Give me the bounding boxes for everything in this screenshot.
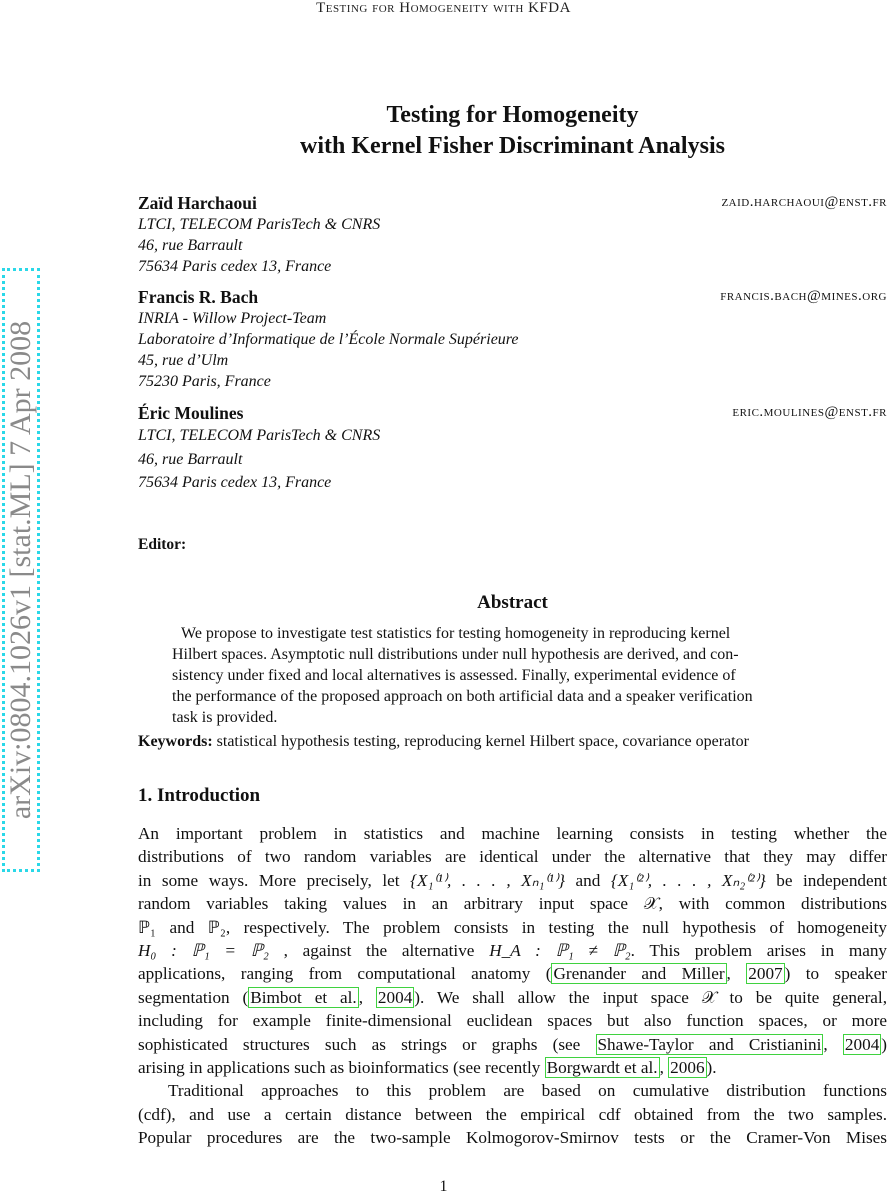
citation-year-link[interactable]: 2006 <box>670 1057 705 1077</box>
title-line-2: with Kernel Fisher Discriminant Analysis <box>300 133 725 159</box>
abstract-heading: Abstract <box>477 592 548 613</box>
author-block-1 <box>138 192 887 277</box>
section-heading: 1. Introduction <box>138 785 261 806</box>
citation-year-link[interactable]: 2007 <box>748 964 783 984</box>
author-block-2 <box>138 286 887 392</box>
intro-line: H₀ : ℙ₁ = ℙ₂ , against the alternative H_A : ℙ₁ ≠ ℙ₂. This problem arises in many <box>138 940 887 960</box>
author-name: Francis R. Bach <box>138 287 259 307</box>
abstract-line: Hilbert spaces. Asymptotic null distributions under null hypothesis are derived, and con- <box>172 646 739 663</box>
abstract-line: the performance of the proposed approach on both artificial data and a speaker verification <box>172 688 753 705</box>
abstract-body <box>172 623 854 728</box>
author-affiliation-line: Laboratoire d’Informatique de l’École Normale Supérieure <box>138 331 519 348</box>
math-sample-2: {X₁⁽²⁾, . . . , Xₙ₂⁽²⁾} <box>610 870 766 890</box>
keywords-label: Keywords: <box>138 733 213 750</box>
intro-line: segmentation ( Bimbot et al. , 2004 ). We shall allow the input space 𝒳 to be quite general, <box>138 987 887 1007</box>
citation-link[interactable]: Grenander and Miller <box>553 964 725 984</box>
page-number: 1 <box>439 1178 448 1195</box>
math-null-hypothesis: H₀ : ℙ₁ = ℙ₂ <box>138 940 269 960</box>
intro-line: applications, ranging from computational anatomy ( Grenander and Miller , 2007 ) to speaker <box>138 964 887 984</box>
author-affiliation-line: INRIA - Willow Project-Team <box>138 310 327 327</box>
intro-line: arising in applications such as bioinformatics (see recently Borgwardt et al. , 2006 ). <box>138 1057 717 1077</box>
introduction-body <box>138 822 887 1149</box>
author-affiliation-line: 75230 Paris, France <box>138 373 271 390</box>
title-line-1: Testing for Homogeneity <box>386 102 639 128</box>
intro-line: sophisticated structures such as strings or graphs (see Shawe-Taylor and Cristianini , 2004 ) <box>138 1034 887 1054</box>
intro-line: Traditional approaches to this problem are based on cumulative distribution functions <box>168 1081 887 1101</box>
citation-link[interactable]: Borgwardt et al. <box>546 1057 658 1077</box>
author-affiliation-line: 75634 Paris cedex 13, France <box>138 258 332 275</box>
abstract-line: task is provided. <box>172 709 278 726</box>
citation-year-link[interactable]: 2004 <box>844 1034 880 1054</box>
arxiv-identifier[interactable]: arXiv:0804.1026v1 [stat.ML] 7 Apr 2008 <box>4 320 37 820</box>
intro-line: An important problem in statistics and machine learning consists in testing whether the <box>138 824 887 843</box>
author-affiliation-line: 46, rue Barrault <box>138 237 243 254</box>
author-affiliation-line: 75634 Paris cedex 13, France <box>138 474 332 491</box>
author-affiliation-line: LTCI, TELECOM ParisTech & CNRS <box>138 216 381 233</box>
intro-line: ℙ₁ and ℙ₂, respectively. The problem consists in testing the null hypothesis of homogeneity <box>138 917 887 937</box>
intro-line: (cdf), and use a certain distance between the empirical cdf obtained from the two samples. <box>138 1104 887 1124</box>
citation-year-link[interactable]: 2004 <box>377 987 413 1007</box>
math-alternative-hypothesis: H_A : ℙ₁ ≠ ℙ₂ <box>489 940 631 960</box>
author-affiliation-line: 46, rue Barrault <box>138 450 243 468</box>
paper-title <box>138 100 887 162</box>
intro-line: random variables taking values in an arbitrary input space 𝒳, with common distributions <box>138 894 887 914</box>
running-head: Testing for Homogeneity with KFDA <box>316 0 571 16</box>
abstract-line: We propose to investigate test statistics for testing homogeneity in reproducing kernel <box>181 625 731 642</box>
author-name: Éric Moulines <box>138 403 244 423</box>
abstract-line: sistency under fixed and local alternatives is assessed. Finally, experimental evidence of <box>172 667 736 684</box>
citation-link[interactable]: Shawe-Taylor and Cristianini <box>597 1034 822 1054</box>
keywords <box>138 733 749 751</box>
intro-line: Popular procedures are the two-sample Kolmogorov-Smirnov tests or the Cramer-Von Mises <box>138 1128 887 1148</box>
author-email[interactable]: zaid.harchaoui@enst.fr <box>721 194 887 210</box>
author-email[interactable]: eric.moulines@enst.fr <box>732 404 887 420</box>
intro-line: in some ways. More precisely, let {X₁⁽¹⁾, . . . , Xₙ₁⁽¹⁾} and {X₁⁽²⁾, . . . , Xₙ₂⁽²⁾} be independent <box>138 870 887 890</box>
intro-line: including for example finite-dimensional euclidean spaces but also function spaces, or more <box>138 1011 887 1031</box>
math-sample-1: {X₁⁽¹⁾, . . . , Xₙ₁⁽¹⁾} <box>410 870 565 890</box>
author-affiliation-line: LTCI, TELECOM ParisTech & CNRS <box>138 427 381 444</box>
keywords-text: statistical hypothesis testing, reproducing kernel Hilbert space, covariance operator <box>216 733 749 750</box>
author-email[interactable]: francis.bach@mines.org <box>720 288 887 304</box>
arxiv-stamp[interactable] <box>2 268 40 872</box>
author-name: Zaïd Harchaoui <box>138 193 257 213</box>
editor-label: Editor: <box>138 536 187 553</box>
intro-line: distributions of two random variables are identical under the alternative that they may differ <box>138 847 887 867</box>
author-block-3 <box>138 402 887 495</box>
citation-link[interactable]: Bimbot et al. <box>250 987 357 1007</box>
author-affiliation-line: 45, rue d’Ulm <box>138 352 229 369</box>
